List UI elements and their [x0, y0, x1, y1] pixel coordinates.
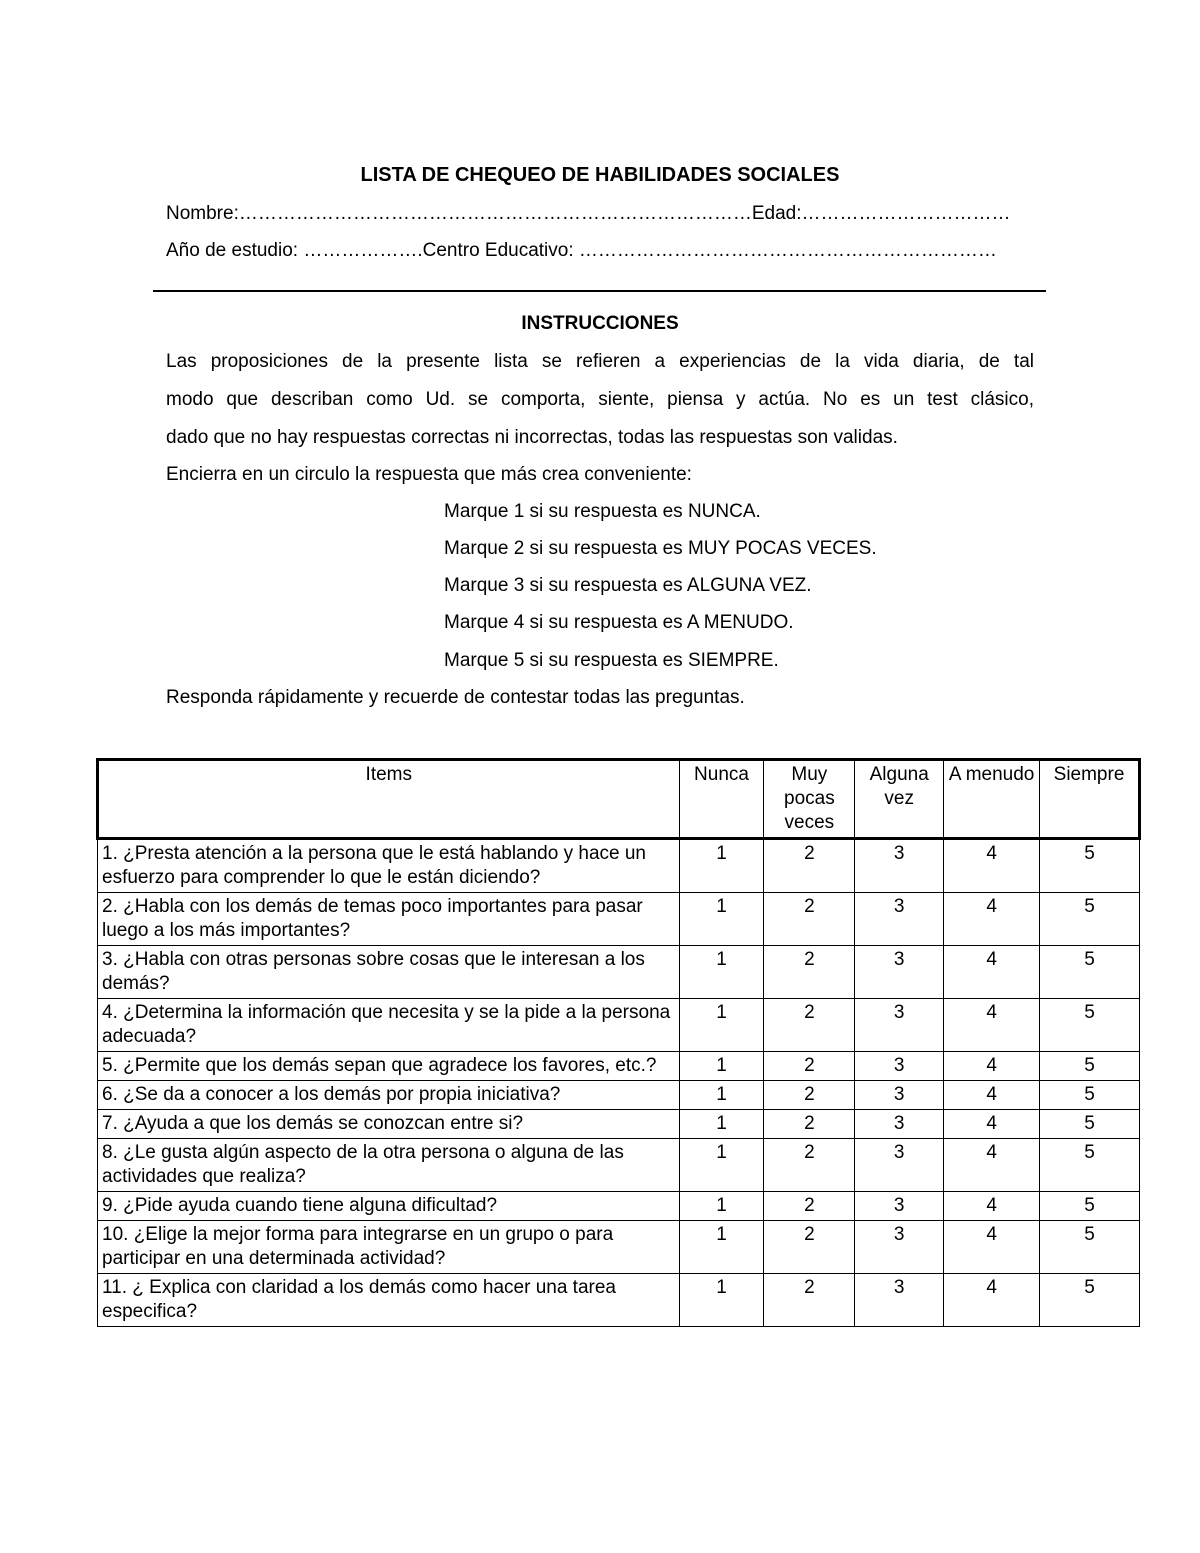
table-row [98, 1221, 1140, 1274]
table-header-row [98, 760, 1140, 839]
header-alguna-vez: Alguna vez [855, 760, 944, 839]
document-title: LISTA DE CHEQUEO DE HABILIDADES SOCIALES [360, 164, 840, 186]
rating-option-3[interactable]: 3 [855, 1110, 944, 1139]
rating-option-5[interactable]: 5 [1040, 1221, 1140, 1274]
rating-option-2[interactable]: 2 [764, 1052, 855, 1081]
rating-option-3[interactable]: 3 [855, 1221, 944, 1274]
rating-option-2[interactable]: 2 [764, 893, 855, 946]
divider [153, 290, 1046, 292]
header-siempre: Siempre [1040, 760, 1140, 839]
rating-option-4[interactable]: 4 [944, 1274, 1040, 1327]
instructions-line-4: Encierra en un circulo la respuesta que más crea conveniente: [166, 464, 692, 485]
question-text: 3. ¿Habla con otras personas sobre cosas que le interesan a los demás? [98, 946, 680, 999]
header-muy-pocas-veces: Muy pocas veces [764, 760, 855, 839]
rating-option-1[interactable]: 1 [679, 1052, 764, 1081]
name-age-field[interactable]: Nombre:………………………………………………………………………Edad:…………………………… [166, 203, 1011, 224]
table-row [98, 1274, 1140, 1327]
scale-option-5: Marque 5 si su respuesta es SIEMPRE. [444, 650, 779, 671]
rating-option-5[interactable]: 5 [1040, 999, 1140, 1052]
rating-option-2[interactable]: 2 [764, 1081, 855, 1110]
rating-option-1[interactable]: 1 [679, 1110, 764, 1139]
rating-option-3[interactable]: 3 [855, 1139, 944, 1192]
rating-option-2[interactable]: 2 [764, 999, 855, 1052]
scale-option-4: Marque 4 si su respuesta es A MENUDO. [444, 612, 794, 633]
question-text: 11. ¿ Explica con claridad a los demás como hacer una tarea especifica? [98, 1274, 680, 1327]
rating-option-5[interactable]: 5 [1040, 946, 1140, 999]
rating-option-1[interactable]: 1 [679, 839, 764, 893]
question-text: 8. ¿Le gusta algún aspecto de la otra persona o alguna de las actividades que realiza? [98, 1139, 680, 1192]
question-text: 2. ¿Habla con los demás de temas poco importantes para pasar luego a los más importantes? [98, 893, 680, 946]
table-row [98, 1081, 1140, 1110]
rating-option-2[interactable]: 2 [764, 1274, 855, 1327]
question-text: 6. ¿Se da a conocer a los demás por propia iniciativa? [98, 1081, 680, 1110]
question-text: 10. ¿Elige la mejor forma para integrarse en un grupo o para participar en una determinada actividad? [98, 1221, 680, 1274]
header-items: Items [98, 760, 680, 839]
rating-option-2[interactable]: 2 [764, 1110, 855, 1139]
rating-option-4[interactable]: 4 [944, 1192, 1040, 1221]
rating-option-5[interactable]: 5 [1040, 893, 1140, 946]
rating-option-2[interactable]: 2 [764, 1221, 855, 1274]
rating-option-5[interactable]: 5 [1040, 1081, 1140, 1110]
rating-option-4[interactable]: 4 [944, 1221, 1040, 1274]
table-row [98, 893, 1140, 946]
rating-option-4[interactable]: 4 [944, 946, 1040, 999]
rating-option-5[interactable]: 5 [1040, 839, 1140, 893]
rating-option-4[interactable]: 4 [944, 1052, 1040, 1081]
rating-option-1[interactable]: 1 [679, 1081, 764, 1110]
scale-option-3: Marque 3 si su respuesta es ALGUNA VEZ. [444, 575, 812, 596]
rating-option-3[interactable]: 3 [855, 1081, 944, 1110]
rating-option-4[interactable]: 4 [944, 839, 1040, 893]
rating-option-1[interactable]: 1 [679, 1221, 764, 1274]
table-row [98, 839, 1140, 893]
header-a-menudo: A menudo [944, 760, 1040, 839]
instructions-heading: INSTRUCCIONES [521, 313, 679, 334]
table-row [98, 1139, 1140, 1192]
rating-option-4[interactable]: 4 [944, 999, 1040, 1052]
rating-option-3[interactable]: 3 [855, 839, 944, 893]
table-row [98, 946, 1140, 999]
rating-option-2[interactable]: 2 [764, 946, 855, 999]
rating-option-5[interactable]: 5 [1040, 1274, 1140, 1327]
table-row [98, 1052, 1140, 1081]
year-school-field[interactable]: Año de estudio: ……………….Centro Educativo: ………………………………………………………… [166, 240, 997, 261]
question-text: 9. ¿Pide ayuda cuando tiene alguna dificultad? [98, 1192, 680, 1221]
rating-option-2[interactable]: 2 [764, 1139, 855, 1192]
rating-option-3[interactable]: 3 [855, 1192, 944, 1221]
instructions-line-2: modo que describan como Ud. se comporta, siente, piensa y actúa. No es un test clásico, [166, 389, 1034, 410]
scale-option-2: Marque 2 si su respuesta es MUY POCAS VECES. [444, 538, 877, 559]
rating-option-5[interactable]: 5 [1040, 1139, 1140, 1192]
closing-instruction: Responda rápidamente y recuerde de contestar todas las preguntas. [166, 687, 745, 708]
table-row [98, 1110, 1140, 1139]
rating-option-5[interactable]: 5 [1040, 1192, 1140, 1221]
rating-option-3[interactable]: 3 [855, 893, 944, 946]
rating-option-4[interactable]: 4 [944, 1139, 1040, 1192]
rating-option-2[interactable]: 2 [764, 839, 855, 893]
rating-option-1[interactable]: 1 [679, 1139, 764, 1192]
rating-option-3[interactable]: 3 [855, 946, 944, 999]
rating-option-1[interactable]: 1 [679, 1192, 764, 1221]
question-text: 1. ¿Presta atención a la persona que le está hablando y hace un esfuerzo para comprender lo que le están diciendo? [98, 839, 680, 893]
rating-option-3[interactable]: 3 [855, 999, 944, 1052]
rating-option-3[interactable]: 3 [855, 1274, 944, 1327]
header-nunca: Nunca [679, 760, 764, 839]
instructions-line-1: Las proposiciones de la presente lista se refieren a experiencias de la vida diaria, de tal [166, 351, 1034, 372]
rating-option-1[interactable]: 1 [679, 893, 764, 946]
table-row [98, 1192, 1140, 1221]
rating-option-1[interactable]: 1 [679, 1274, 764, 1327]
rating-option-1[interactable]: 1 [679, 999, 764, 1052]
rating-option-5[interactable]: 5 [1040, 1052, 1140, 1081]
rating-option-5[interactable]: 5 [1040, 1110, 1140, 1139]
question-text: 4. ¿Determina la información que necesita y se la pide a la persona adecuada? [98, 999, 680, 1052]
rating-option-2[interactable]: 2 [764, 1192, 855, 1221]
rating-option-4[interactable]: 4 [944, 893, 1040, 946]
skills-checklist-table [96, 758, 1141, 1327]
rating-option-1[interactable]: 1 [679, 946, 764, 999]
rating-option-4[interactable]: 4 [944, 1110, 1040, 1139]
question-text: 5. ¿Permite que los demás sepan que agradece los favores, etc.? [98, 1052, 680, 1081]
instructions-line-3: dado que no hay respuestas correctas ni incorrectas, todas las respuestas son validas. [166, 427, 898, 448]
table-row [98, 999, 1140, 1052]
question-text: 7. ¿Ayuda a que los demás se conozcan entre si? [98, 1110, 680, 1139]
rating-option-3[interactable]: 3 [855, 1052, 944, 1081]
scale-option-1: Marque 1 si su respuesta es NUNCA. [444, 501, 761, 522]
rating-option-4[interactable]: 4 [944, 1081, 1040, 1110]
